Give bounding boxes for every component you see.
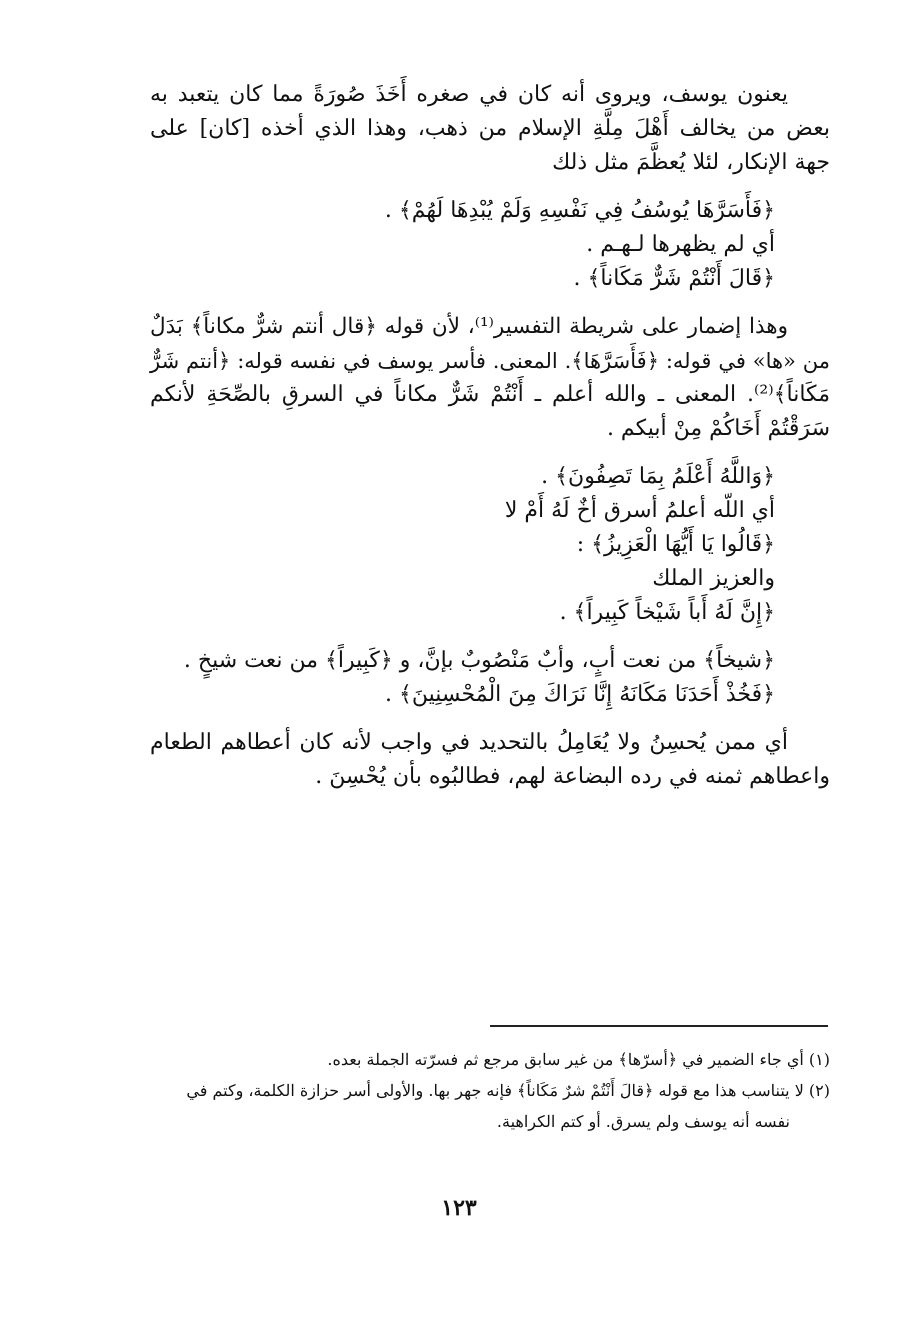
text-line: أي لم يظهرها لـهـم .: [586, 232, 775, 257]
footnote-continuation: نفسه أنه يوسف ولم يسرق. أو كتم الكراهية.: [496, 1112, 790, 1131]
text-line: أي اللّه أعلمُ أسرق أخٌ لَهُ أَمْ لا: [504, 498, 775, 523]
quran-verse: ﴿إِنَّ لَهُ أَباً شَيْخاً كَبِيراً﴾ .: [559, 600, 775, 625]
quran-verse: ﴿قَالُوا يَا أَيُّهَا الْعَزِيزُ﴾ :: [576, 532, 775, 557]
text-line: وهذا إضمار على شريطة التفسير⁽¹⁾، لأن قوله ﴿قال أنتم شرٌّ مكاناً﴾ بَدَلٌ: [150, 314, 788, 339]
text-line: واعطاهم ثمنه في رده البضاعة لهم، فطالبُوه بأن يُحْسِنَ .: [315, 764, 830, 789]
footnote: (٢) لا يتناسب هذا مع قوله ﴿قالَ أَنْتُمْ شرٌ مَكَاناً﴾ فإنه جهر بها. والأولى أسر حزازة الكلمة، وكتم في: [186, 1081, 830, 1100]
text-line: والعزيز الملك: [652, 566, 775, 591]
quran-verse: ﴿فَأَسَرَّهَا يُوسُفُ فِي نَفْسِهِ وَلَمْ يُبْدِهَا لَهُمْ﴾ .: [384, 198, 775, 223]
text-line: سَرَقْتُمْ أَخَاكُمْ مِنْ أبيكم .: [606, 416, 830, 441]
text-line: من «ها» في قوله: ﴿فَأَسَرَّهَا﴾. المعنى. فأسر يوسف في نفسه قوله: ﴿أنتم شَرٌّ: [150, 349, 830, 373]
text-line: ﴿شيخاً﴾ من نعت أبٍ، وأبٌ مَنْصُوبٌ بإنَّ، و ﴿كَبِيراً﴾ من نعت شيخٍ .: [183, 648, 775, 673]
text-line: يعنون يوسف، ويروى أنه كان في صغره أَخَذَ صُورَةً مما كان يتعبد به: [150, 82, 788, 107]
text-line: أي ممن يُحسِنُ ولا يُعَامِلُ بالتحديد في واجب لأنه كان أعطاهم الطعام: [150, 730, 788, 755]
footnote-separator: [490, 1025, 828, 1027]
quran-verse: ﴿فَخُذْ أَحَدَنَا مَكَانَهُ إِنَّا نَرَاكَ مِنَ الْمُحْسِنِينَ﴾ .: [385, 682, 775, 707]
footnotes: [150, 1044, 830, 1137]
footnote: (١) أي جاء الضمير في ﴿أسرّها﴾ من غير سابق مرجع ثم فسرّته الجملة بعده.: [327, 1050, 830, 1069]
text-line: جهة الإنكار، لئلا يُعظَّمَ مثل ذلك: [552, 150, 830, 175]
page-number: ١٢٣: [441, 1195, 477, 1221]
main-text: [150, 78, 830, 794]
quran-verse: ﴿وَاللَّهُ أَعْلَمُ بِمَا تَصِفُونَ﴾ .: [541, 464, 775, 489]
quran-verse: ﴿قَالَ أَنْتُمْ شَرٌّ مَكَاناً﴾ .: [573, 266, 775, 291]
text-line: مَكَاناً﴾⁽²⁾. المعنى ـ والله أعلم ـ أَنْتُمْ شَرٌّ مكاناً في السرقِ بالصِّحَةِ لأنكم: [150, 382, 830, 407]
text-line: بعض من يخالف أَهْلَ مِلَّةِ الإسلام من ذهب، وهذا الذي أخذه [كان] على: [150, 116, 830, 141]
